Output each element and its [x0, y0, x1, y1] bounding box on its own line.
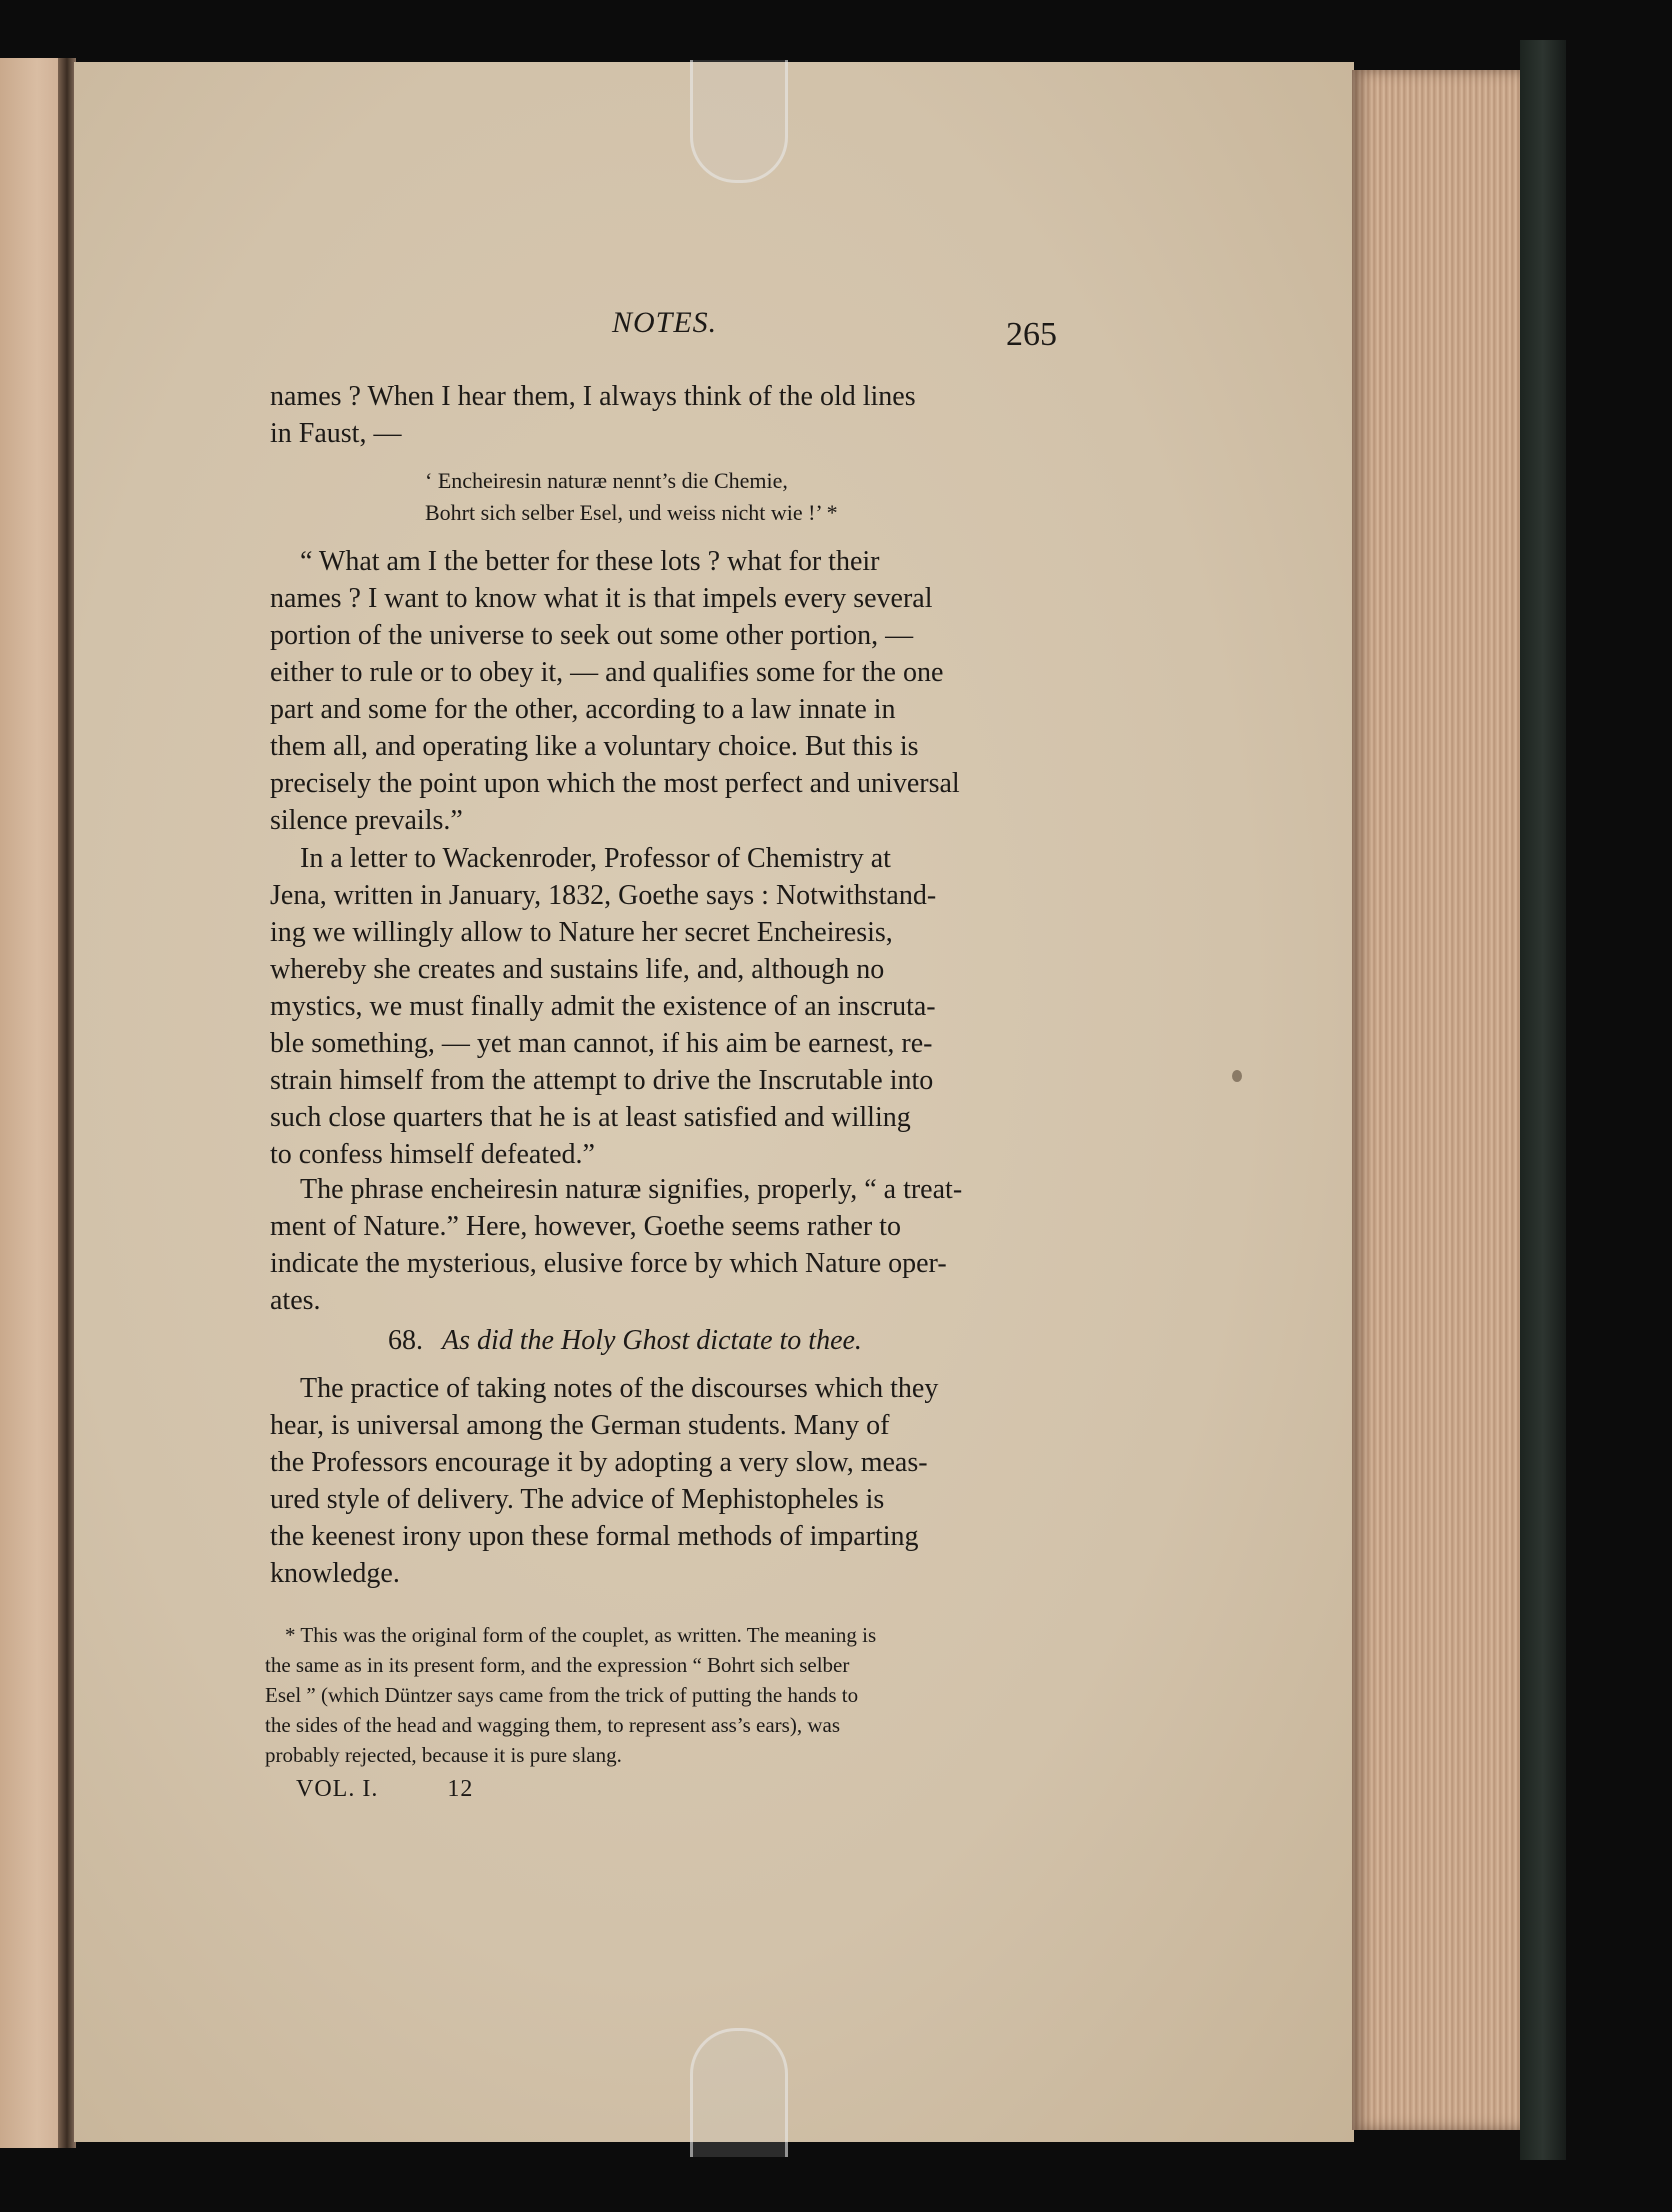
text-line: the keenest irony upon these formal methods of imparting	[270, 1521, 919, 1552]
page-edges	[1352, 70, 1522, 2130]
text-line: silence prevails.”	[270, 805, 463, 836]
text-line: such close quarters that he is at least satisfied and willing	[270, 1102, 911, 1133]
text-line: ates.	[270, 1285, 321, 1316]
signature-mark	[296, 1776, 535, 1803]
text-line: whereby she creates and sustains life, and, although no	[270, 954, 885, 985]
footnote-line: Esel ” (which Düntzer says came from the trick of putting the hands to	[265, 1683, 859, 1707]
paragraph-3	[270, 840, 1060, 1173]
text-line: the Professors encourage it by adopting a very slow, meas-	[270, 1447, 928, 1478]
volume-label: VOL. I.	[296, 1776, 379, 1802]
text-line: them all, and operating like a voluntary choice. But this is	[270, 731, 919, 762]
paragraph-2	[270, 543, 1060, 839]
text-line: The practice of taking notes of the discourses which they	[300, 1373, 939, 1404]
text-line: to confess himself defeated.”	[270, 1139, 595, 1170]
text-line: either to rule or to obey it, — and qualifies some for the one	[270, 657, 944, 688]
text-line: part and some for the other, according to a law innate in	[270, 694, 896, 725]
footnote-line: * This was the original form of the couplet, as written. The meaning is	[285, 1623, 877, 1647]
section-title: As did the Holy Ghost dictate to thee.	[442, 1325, 862, 1356]
verse-line: ‘ Encheiresin naturæ nennt’s die Chemie,	[425, 468, 788, 493]
text-line: hear, is universal among the German students. Many of	[270, 1410, 890, 1441]
text-line: mystics, we must finally admit the existence of an inscruta-	[270, 991, 936, 1022]
left-page-edge	[0, 58, 62, 2148]
signature-number: 12	[447, 1776, 474, 1802]
text-line: names ? When I hear them, I always think of the old lines	[270, 381, 916, 412]
text-line: indicate the mysterious, elusive force by which Nature oper-	[270, 1248, 947, 1279]
paragraph-5	[270, 1370, 1060, 1592]
text-line: portion of the universe to seek out some other portion, —	[270, 620, 914, 651]
text-line: ing we willingly allow to Nature her secret Encheiresis,	[270, 917, 893, 948]
paragraph-4	[270, 1171, 1060, 1319]
page-clip-bottom	[690, 2028, 788, 2157]
verse-quote	[425, 465, 838, 529]
running-header: NOTES.	[612, 306, 718, 339]
text-line: ble something, — yet man cannot, if his aim be earnest, re-	[270, 1028, 933, 1059]
text-line: Jena, written in January, 1832, Goethe says : Notwithstand-	[270, 880, 937, 911]
footnote	[265, 1620, 1050, 1770]
text-line: In a letter to Wackenroder, Professor of Chemistry at	[300, 843, 891, 874]
text-line: strain himself from the attempt to drive the Inscrutable into	[270, 1065, 934, 1096]
footnote-line: the sides of the head and wagging them, to represent ass’s ears), was	[265, 1713, 840, 1737]
page-blemish	[1232, 1070, 1242, 1082]
text-line: “ What am I the better for these lots ? what for their	[300, 546, 880, 577]
book-cover	[1520, 40, 1566, 2160]
text-line: precisely the point upon which the most perfect and universal	[270, 768, 960, 799]
page-number: 265	[1006, 316, 1057, 353]
verse-line: Bohrt sich selber Esel, und weiss nicht wie !’ *	[425, 500, 838, 525]
footnote-line: the same as in its present form, and the expression “ Bohrt sich selber	[265, 1653, 850, 1677]
text-line: The phrase encheiresin naturæ signifies, properly, “ a treat-	[300, 1174, 963, 1205]
text-line: ured style of delivery. The advice of Mephistopheles is	[270, 1484, 885, 1515]
section-number: 68.	[388, 1325, 423, 1356]
text-line: knowledge.	[270, 1558, 400, 1589]
section-heading	[388, 1325, 862, 1357]
text-line: in Faust, —	[270, 418, 402, 449]
page-clip-top	[690, 60, 788, 183]
footnote-line: probably rejected, because it is pure slang.	[265, 1743, 622, 1767]
paragraph-1	[270, 378, 1060, 452]
text-line: names ? I want to know what it is that impels every several	[270, 583, 933, 614]
text-line: ment of Nature.” Here, however, Goethe seems rather to	[270, 1211, 901, 1242]
